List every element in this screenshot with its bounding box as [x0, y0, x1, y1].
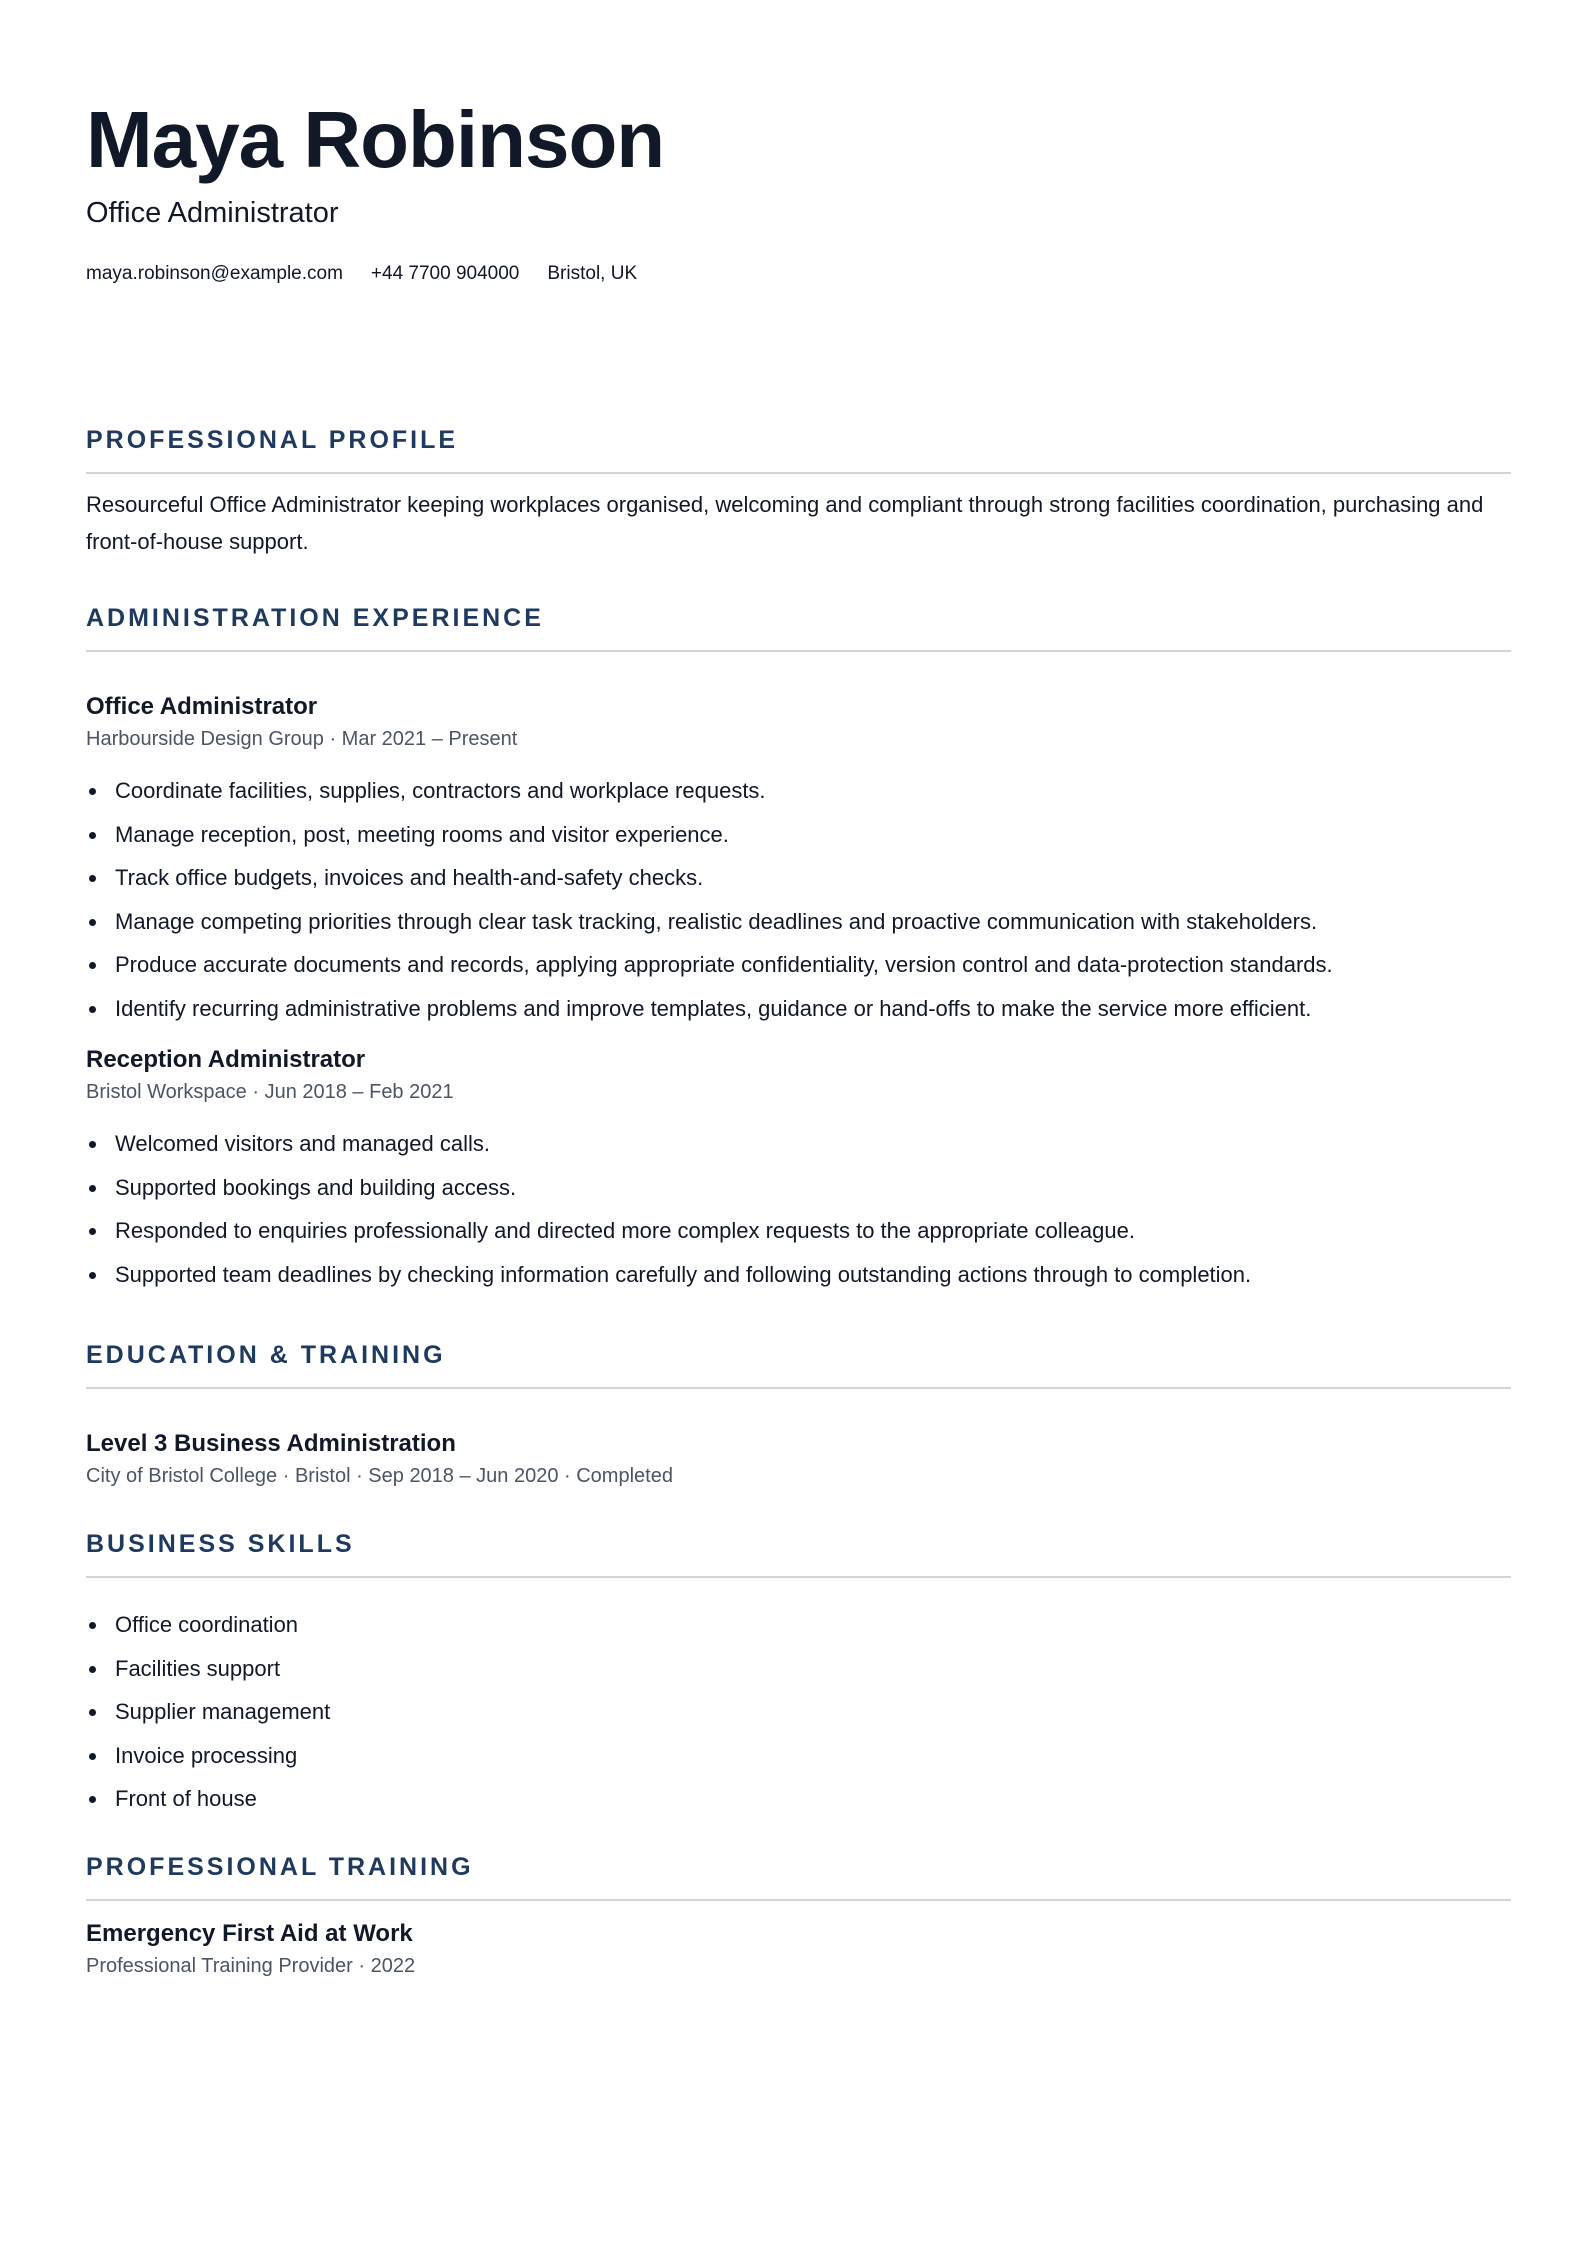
list-item: Track office budgets, invoices and health-and-safety checks.	[86, 856, 1511, 900]
job-entry	[86, 692, 1511, 1030]
training-entry	[86, 1919, 1511, 1979]
list-item: Coordinate facilities, supplies, contractors and workplace requests.	[86, 769, 1511, 813]
section-profile	[86, 425, 1511, 560]
list-item: Responded to enquiries professionally and directed more complex requests to the appropriate colleague.	[86, 1209, 1511, 1253]
section-education	[86, 1340, 1511, 1489]
education-meta: City of Bristol College · Bristol · Sep 2018 – Jun 2020 · Completed	[86, 1465, 673, 1487]
section-divider	[86, 472, 1511, 474]
contact-location: Bristol, UK	[547, 263, 638, 284]
contact-line	[86, 262, 637, 286]
section-experience	[86, 603, 1511, 1296]
contact-phone: +44 7700 904000	[370, 263, 520, 284]
skills-list	[86, 1603, 1511, 1821]
section-title-training: PROFESSIONAL TRAINING	[86, 1853, 474, 1881]
education-title: Level 3 Business Administration	[86, 1430, 456, 1457]
job-bullets	[86, 769, 1511, 1030]
training-meta: Professional Training Provider · 2022	[86, 1955, 416, 1977]
section-training	[86, 1852, 1511, 1979]
job-title: Reception Administrator	[86, 1046, 366, 1073]
list-item: Welcomed visitors and managed calls.	[86, 1122, 1511, 1166]
education-entry	[86, 1429, 1511, 1489]
training-title: Emergency First Aid at Work	[86, 1920, 413, 1947]
list-item: Manage reception, post, meeting rooms and visitor experience.	[86, 813, 1511, 857]
section-divider	[86, 650, 1511, 652]
section-title-skills: BUSINESS SKILLS	[86, 1530, 355, 1558]
list-item: Manage competing priorities through clear task tracking, realistic deadlines and proactive communication with stakeholders.	[86, 900, 1511, 944]
list-item: Identify recurring administrative problems and improve templates, guidance or hand-offs to make the service more efficient.	[86, 987, 1511, 1031]
section-title-education: EDUCATION & TRAINING	[86, 1341, 446, 1369]
list-item: Invoice processing	[86, 1734, 1511, 1778]
profile-summary: Resourceful Office Administrator keeping workplaces organised, welcoming and compliant through strong facilities coordination, purchasing and front-of-house support.	[86, 492, 1484, 554]
contact-email: maya.robinson@example.com	[86, 263, 343, 284]
section-divider	[86, 1899, 1511, 1901]
section-skills	[86, 1529, 1511, 1821]
list-item: Produce accurate documents and records, applying appropriate confidentiality, version control and data-protection standards.	[86, 943, 1511, 987]
list-item: Facilities support	[86, 1647, 1511, 1691]
section-divider	[86, 1576, 1511, 1578]
list-item: Office coordination	[86, 1603, 1511, 1647]
resume-header	[86, 95, 1502, 395]
section-title-experience: ADMINISTRATION EXPERIENCE	[86, 604, 544, 632]
list-item: Supported team deadlines by checking information carefully and following outstanding actions through to completion.	[86, 1253, 1511, 1297]
list-item: Supported bookings and building access.	[86, 1166, 1511, 1210]
candidate-name: Maya Robinson	[86, 95, 665, 184]
list-item: Supplier management	[86, 1690, 1511, 1734]
job-entry	[86, 1045, 1511, 1296]
job-bullets	[86, 1122, 1511, 1296]
candidate-role: Office Administrator	[86, 197, 339, 229]
section-title-profile: PROFESSIONAL PROFILE	[86, 426, 459, 454]
list-item: Front of house	[86, 1777, 1511, 1821]
section-divider	[86, 1387, 1511, 1389]
job-title: Office Administrator	[86, 693, 318, 720]
job-meta: Harbourside Design Group · Mar 2021 – Present	[86, 728, 518, 750]
job-meta: Bristol Workspace · Jun 2018 – Feb 2021	[86, 1081, 454, 1103]
